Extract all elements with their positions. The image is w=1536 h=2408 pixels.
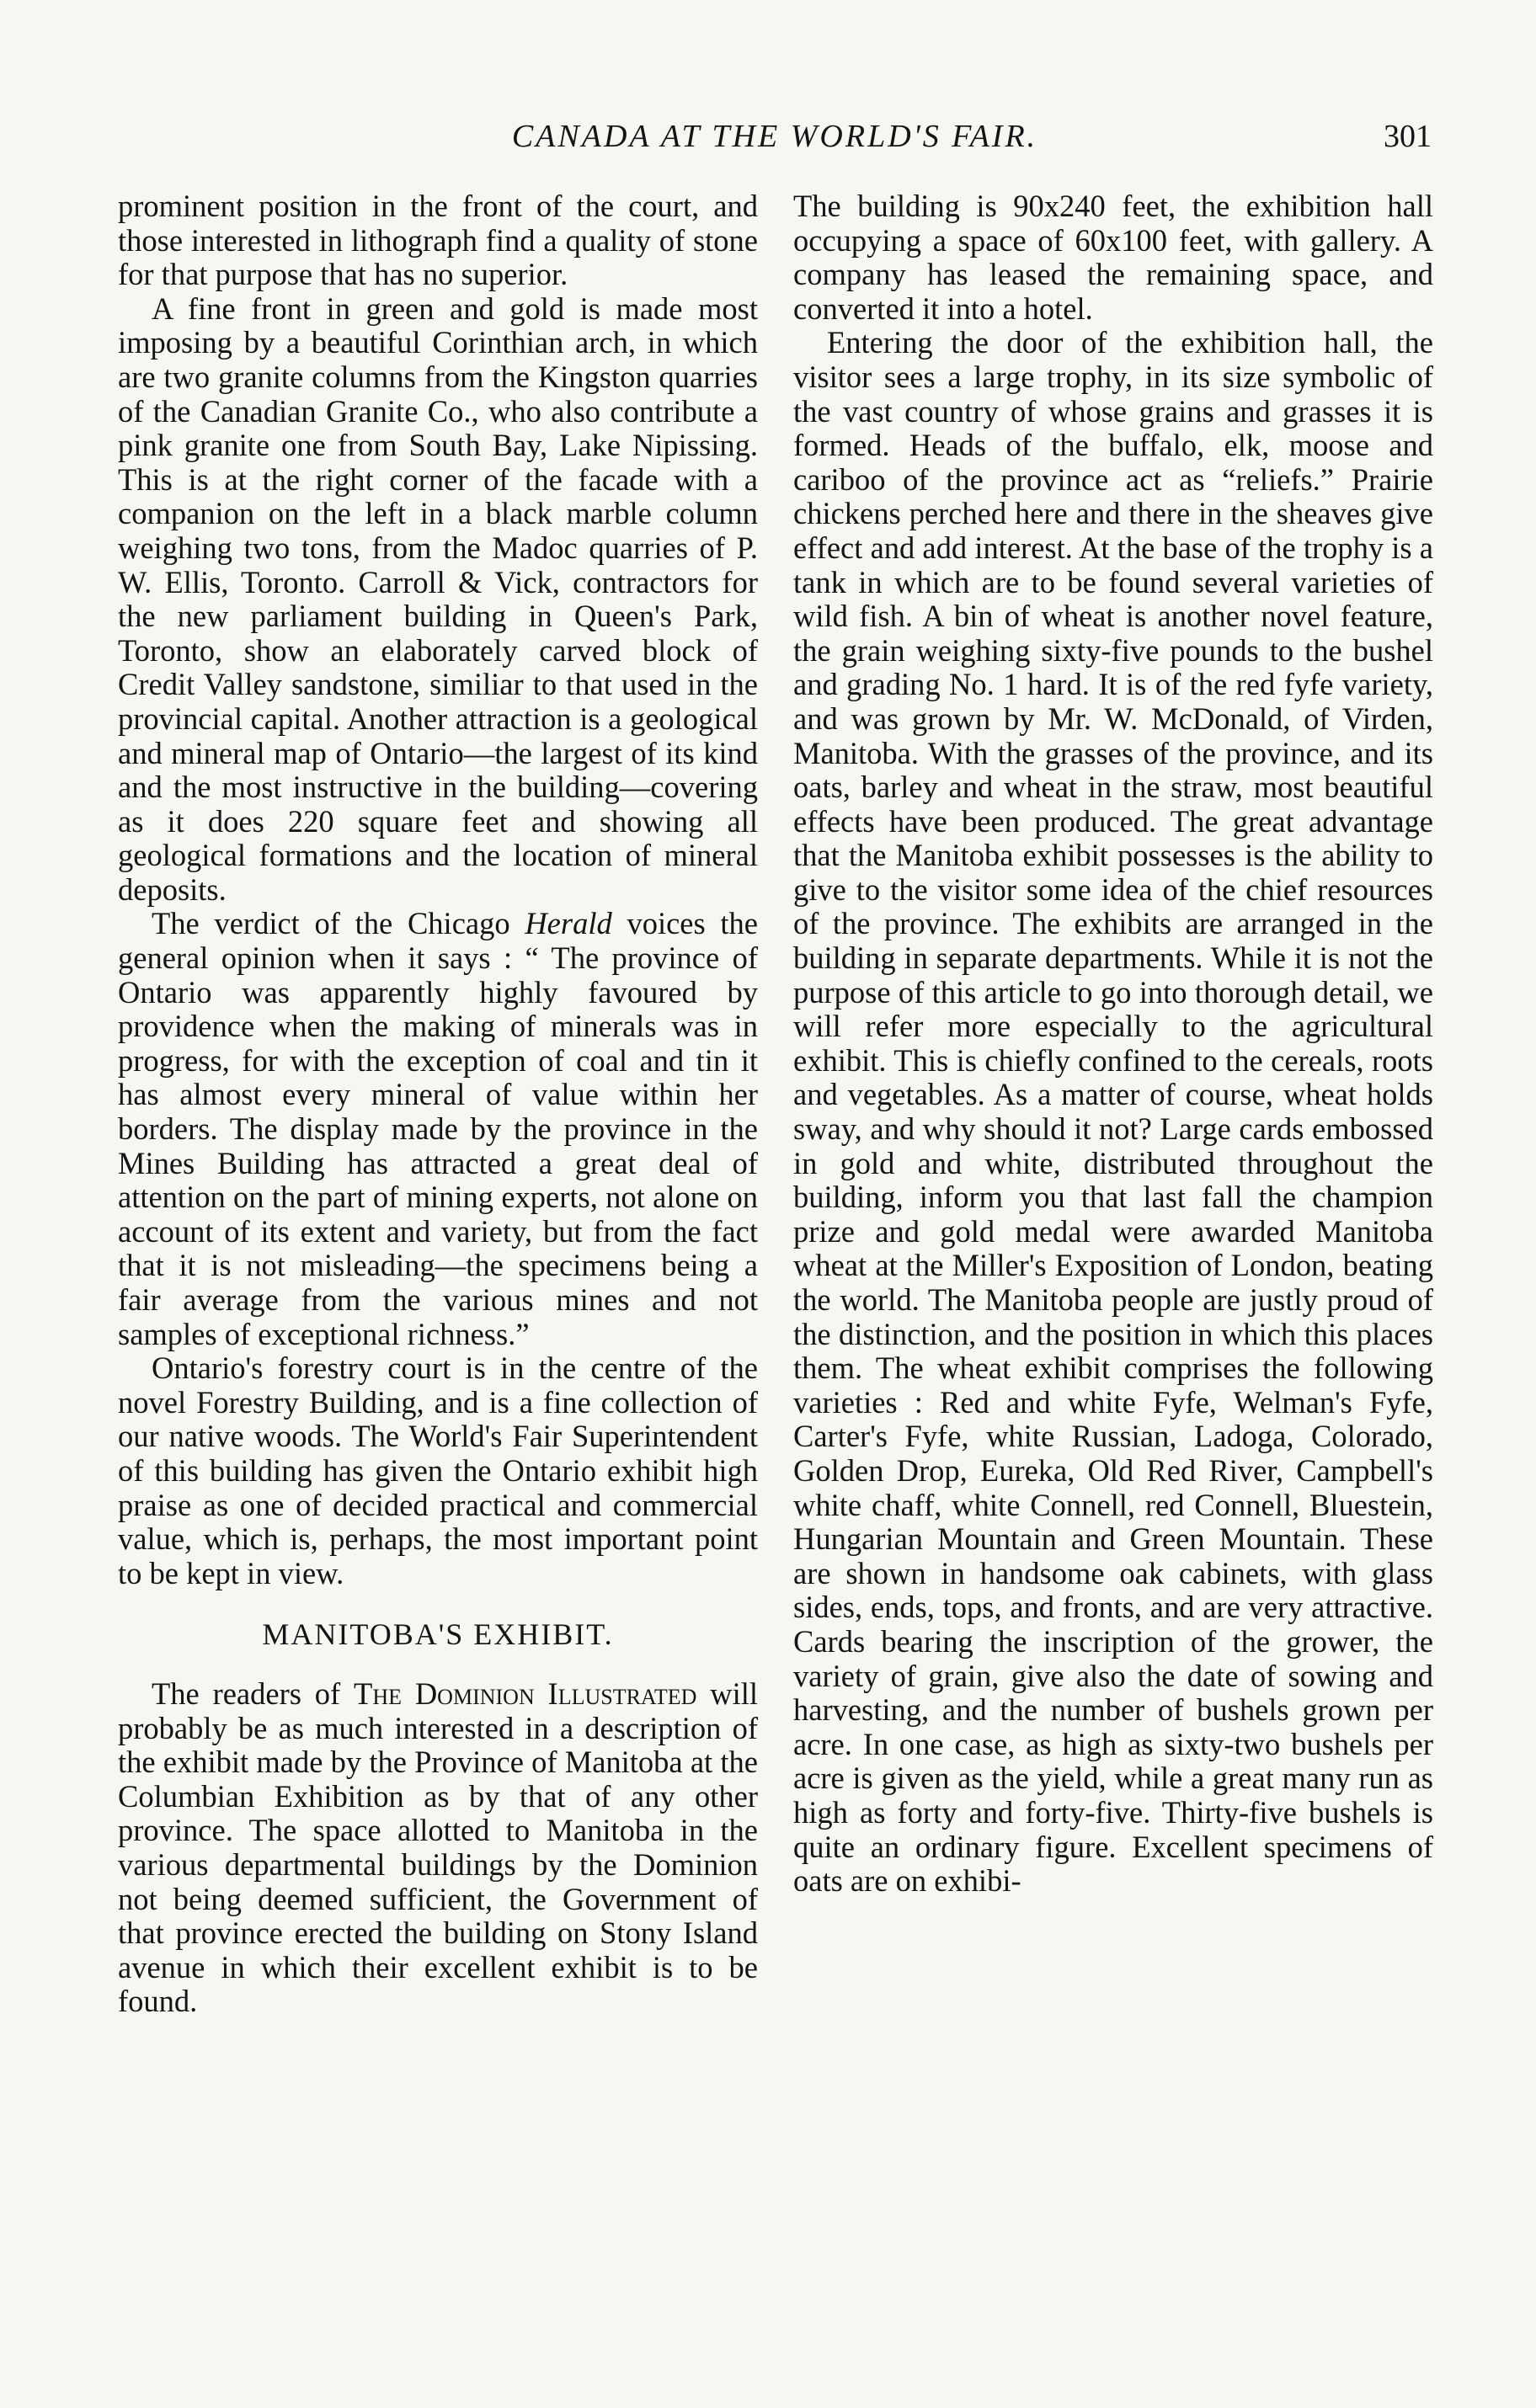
running-title: CANADA AT THE WORLD'S FAIR.: [511, 119, 1038, 154]
newspaper-title: Herald: [525, 906, 612, 941]
left-column: [118, 189, 758, 2019]
section-heading: MANITOBA'S EXHIBIT.: [262, 1617, 614, 1652]
right-column: [793, 189, 1433, 1899]
publication-title: The Dominion Illustrated: [354, 1675, 697, 1711]
paragraph-exhibition-hall: Entering the door of the exhibition hall, the visitor sees a large trophy, in its size symbolic of the vast country of whose grains and grasses it is formed. Heads of the buffalo, elk, moose and cariboo of the province act as “reliefs.” Prairie chickens perched here and there in the sheaves give effect and add interest. At the base of the trophy is a tank in which are to be found several varieties of wild fish. A bin of wheat is another novel feature, the grain weighing sixty-five pounds to the bushel and grading No. 1 hard. It is of the red fyfe variety, and was grown by Mr. W. McDonald, of Virden, Manitoba. With the grasses of the province, and its oats, barley and wheat in the straw, most beautiful effects have been produced. The great advantage that the Manitoba exhibit possesses is the ability to give to the visitor some idea of the chief resources of the province. The exhibits are arranged in the building in separate departments. While it is not the purpose of this article to go into thorough detail, we will refer more especially to the agricultural exhibit. This is chiefly confined to the cereals, roots and vegetables. As a matter of course, wheat holds sway, and why should it not? Large cards embossed in gold and white, distributed throughout the building, inform you that last fall the champion prize and gold medal were awarded Manitoba wheat at the Miller's Exposition of London, beating the world. The Manitoba people are justly proud of the distinction, and the position in which this places them. The wheat exhibit comprises the following varieties : Red and white Fyfe, Welman's Fyfe, Carter's Fyfe, white Russian, Ladoga, Colorado, Golden Drop, Eureka, Old Red River, Campbell's white chaff, white Connell, red Connell, Bluestein, Hungarian Mountain and Green Mountain. These are shown in handsome oak cabinets, with glass sides, ends, tops, and fronts, and are very attractive. Cards bearing the inscription of the grower, the variety of grain, give also the date of sowing and harvesting, and the number of bushels grown per acre. In one case, as high as sixty-two bushels per acre is given as the yield, while a great many run as high as forty and forty-five. Thirty-five bushels is quite an ordinary figure. Excellent specimens of oats are on exhibi-: [793, 325, 1433, 1899]
text-run: will probably be as much interested in a description of the exhibit made by the Province of Manitoba at the Columbian Exhibition as by that of any other province. The space allotted to Manitoba in the various departmental buildings by the Dominion not being deemed sufficient, the Government of that province erected the building on Stony Island avenue in which their excellent exhibit is to be found.: [118, 1675, 758, 2019]
paragraph-chicago-herald: [118, 907, 758, 1351]
text-run: The readers of: [152, 1675, 355, 1711]
paragraph-manitoba-intro: [118, 1677, 758, 2019]
text-run: The verdict of the Chicago: [152, 906, 525, 941]
paragraph-forestry-court: Ontario's forestry court is in the centre of the novel Forestry Building, and is a fine collection of our native woods. The World's Fair Superintendent of this building has given the Ontario exhibit high praise as one of decided practical and commercial value, which is, perhaps, the most important point to be kept in view.: [118, 1351, 758, 1590]
running-header: [118, 118, 1432, 160]
page-number: 301: [1384, 119, 1432, 154]
paragraph-corinthian-arch: A fine front in green and gold is made most imposing by a beautiful Corinthian arch, in which are two granite columns from the Kingston quarries of the Canadian Granite Co., who also contribute a pink granite one from South Bay, Lake Nipissing. This is at the right corner of the facade with a companion on the left in a black marble column weighing two tons, from the Madoc quarries of P. W. Ellis, Toronto. Carroll & Vick, contractors for the new parliament building in Queen's Park, Toronto, show an elaborately carved block of Credit Valley sandstone, similiar to that used in the provincial capital. Another attraction is a geological and mineral map of Ontario—the largest of its kind and the most instructive in the building—covering as it does 220 square feet and showing all geological formations and the location of mineral deposits.: [118, 290, 758, 907]
paragraph-continued: prominent position in the front of the court, and those interested in lithograph find a quality of stone for that purpose that has no superior.: [118, 189, 758, 292]
paragraph-building-size: The building is 90x240 feet, the exhibition hall occupying a space of 60x100 feet, with gallery. A company has leased the remaining space, and converted it into a hotel.: [793, 189, 1433, 326]
text-run: voices the general opinion when it says : “ The province of Ontario was apparently highly favoured by providence when the making of minerals was in progress, for with the exception of coal and tin it has almost every mineral of value within her borders. The display made by the province in the Mines Building has attracted a great deal of attention on the part of mining experts, not alone on account of its extent and variety, but from the fact that it is not misleading—the specimens being a fair average from the various mines and not samples of exceptional richness.”: [118, 906, 758, 1351]
